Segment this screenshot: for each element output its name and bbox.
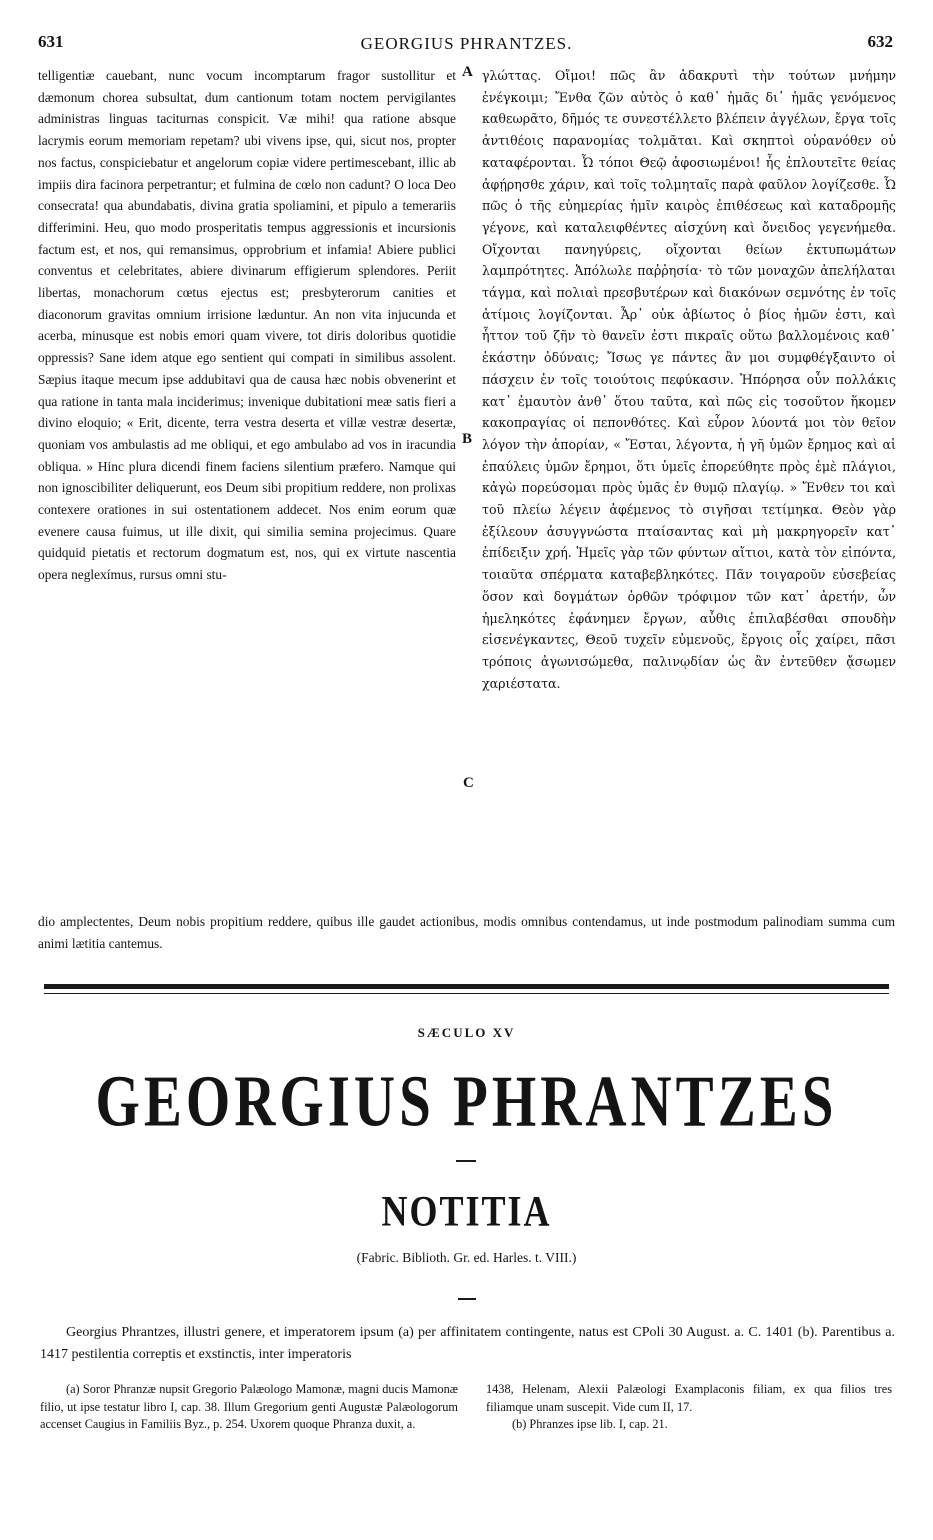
section-title: GEORGIUS PHRANTZES	[95, 1061, 838, 1142]
page-header	[0, 32, 933, 56]
footnote-right	[486, 1381, 892, 1434]
margin-marker-a: A	[462, 64, 473, 80]
footnote-a-text: (a) Soror Phranzæ nupsit Gregorio Palæologo Mamonæ, magni ducis Mamonæ filio, ut ipse testatur libro I, cap. 38. Illum Gregorium genti Augustæ Palæologorum accenset Caugius in Familiis Byz., p. 254. Uxorem quoque Phranza duxit, a.	[40, 1382, 458, 1432]
latin-column	[38, 65, 456, 916]
saeculum-label: SÆCULO XV	[417, 1025, 516, 1040]
margin-marker-c: C	[463, 775, 474, 791]
footnote-a-continuation: 1438, Helenam, Alexii Palæologi Examplaconis filiam, ex qua filios tres filiamque unam suscepit. Vide cum II, 17.	[486, 1382, 892, 1414]
subtitle-divider	[458, 1298, 476, 1300]
page-number-left: 631	[38, 32, 64, 51]
source-citation: (Fabric. Biblioth. Gr. ed. Harles. t. VIII.)	[356, 1250, 577, 1265]
section-subtitle: NOTITIA	[381, 1187, 552, 1236]
latin-text: telligentiæ cauebant, nunc vocum incomptarum fragor sustollitur et dæmonum chorea subsultat, dum cantionum totam noctem pervigilantes administras linguas taciturnas conspicit. Væ mihi! qua ratione absque lacrymis eorum memoriam repetam? ubi vivens ipse, qui, sicut nos, propter nos factus, conspiciebatur et angelorum copiæ videre pertimescebant, illic ab impiis dira facinora perpetrantur; et fulmina de cœlo non cadunt? O loca Deo consecrata! qua abundabatis, divina gratia spoliamini, et pipulo a temerariis differimini. Heu, quo modo prosperitatis tempus aggressionis et incursionis factum est, et nos, qui remansimus, opprobrium et infamia! Abiere publici conventus et celebritates, abiere divinarum effigierum splendores. Periit libertas, monachorum cœtus ejectus est; presbyterorum canities et diaconorum gravitas omnium irrisione læduntur. An non vita injucunda et acerba, minusque est nobis emori quam vivere, tot diris doloribus quotidie oppressis? Sane idem atque ego sentient qui compati in similibus assolent. Sæpius itaque mecum ipse addubitavi qua de causa hæc nobis obvenerint et qua ratione in tanta mala inciderimus; invenique dubitationi meæ satis fieri a divino eloquio; « Erit, dicente, terra vestra deserta et villæ vestræ desertæ, quoniam vos ambulastis ad me obliqui, et ego ambulabo ad vos in iracundia obliqua. » Hinc plura dicendi finem faciens silentium præfero. Namque qui non ignoscibiliter deliquerunt, eos Deum sibi propitium reddere, non prolixas contexere orationes in sui ostentationem addecet. Nos enim eorum quæ evenere causa fuimus, ut ille dixit, qui similia semina projecimus. Quare quidquid pietatis et rectorum dogmatum est, nos, qui ex virtute nascentia opera neglexímus, rursus omni stu-	[38, 68, 456, 583]
section-rule-thin	[44, 993, 889, 994]
running-title: GEORGIUS PHRANTZES.	[360, 34, 573, 53]
title-divider	[456, 1160, 476, 1162]
margin-marker-b: B	[462, 431, 473, 447]
continuation-paragraph	[38, 911, 895, 954]
section-rule-thick	[44, 984, 889, 989]
greek-column	[482, 65, 896, 916]
greek-text: γλώττας. Οἴμοι! πῶς ἂν ἀδακρυτὶ τὴν τούτων μνήμην ἐνέγκοιμι; Ἔνθα ζῶν αὐτὸς ὁ καθ᾽ ἡμᾶς δι᾽ ἡμᾶς γενόμενος καθεωρᾶτο, δῆμός τε συνεστέλλετο βλέπειν ἀγγέλων, ἔργα τοῖς ἀντιθέοις παρανομίας τολμᾶται. Καὶ σκηπτοὶ οὐρανόθεν οὐ καταφέρονται. Ὦ τόποι Θεῷ ἀφοσιωμένοι! ἧς ἐπλουτεῖτε θείας ἀφῄρησθε χάριν, καὶ τοῖς τολμηταῖς παρὰ φαῦλον λογίζεσθε. Ὦ πῶς ὁ τῆς εὐημερίας ἡμῖν καιρὸς ἐπιθέσεως καὶ καταδρομῆς γέγονε, καὶ καταλειφθέντες αἰσχύνη καὶ ὄνειδος γεγενήμεθα. Οἴχονται πανηγύρεις, οἴχονται θείων ἐκτυπωμάτων λαμπρότητες. Ἀπόλωλε παῤῥησία· τὸ τῶν μοναχῶν ἀπελήλαται τάγμα, καὶ πολιαὶ πρεσβυτέρων καὶ διακόνων σεμνότης ἐν τοῖς ἀτίμοις λογίζονται. Ἆρ᾽ οὐκ ἀβίωτος ὁ βίος ἡμῶν ἐστι, καὶ ἧττον τοῦ ζῆν τὸ θανεῖν ἐστι πικραῖς οὕτω βαλλομένοις καθ᾽ ἑκάστην ὀδύναις; Ἴσως γε πάντες ἂν μοι συμφθέγξαιντο οἱ πάσχειν ἐν τοῖς τοιούτοις πεφύκασιν. Ἠπόρησα οὖν πολλάκις κατ᾽ ἐμαυτὸν ἀνθ᾽ ὅτου ταῦτα, καὶ πῶς εἰς τοσοῦτον ἥκομεν κακοπραγίας οἱ πεπονθότες. Καὶ εὗρον λύοντά μοι τὸν θεῖον λόγον τὴν ἀπορίαν, « Ἔσται, λέγοντα, ἡ γῆ ὑμῶν ἔρημος καὶ αἱ ἐπαύλεις ὑμῶν ἔρημοι, ὅτι ὑμεῖς ἐπορεύθητε πρὸς ἐμὲ πλάγιοι, κἀγὼ πορεύσομαι πρὸς ὑμᾶς ἐν θυμῷ πλαγίῳ. » Ἔνθεν τοι καὶ τοῦ πλείω λέγειν ἀφέμενος τὸ σιγῆσαι τετίμηκα. Θεὸν γὰρ ἐξίλεουν ἀσυγγνώστα πταίσαντας καὶ μὴ μακρηγορεῖν κατ᾽ ἐπίδειξιν χρή. Ἡμεῖς γὰρ τῶν φύντων αἴτιοι, κατὰ τὸν εἰπόντα, τοιαῦτα σπέρματα καταβεβληκότες. Πᾶν τοιγαροῦν εὐσεβείας ὅσον καὶ δογμάτων ὀρθῶν τρόφιμον τῶν κατ᾽ ἀρετήν, ὧν ἠμεληκότες ἐφάνημεν ἔργων, αὖθις ἐπιλαβέσθαι σπουδὴν εἰσενέγκαντες, Θεοῦ τυχεῖν εὐμενοῦς, ἔργοις οἷς χαίρει, πᾶσι τρόποις ἀγωνισώμεθα, παλινῳδίαν ὡς ἂν ἐντεῦθεν ᾄσωμεν χαριέστατα.	[482, 68, 896, 691]
page-number-right: 632	[867, 32, 893, 51]
footnote-left	[40, 1381, 458, 1434]
continuation-text: dio amplectentes, Deum nobis propitium reddere, quibus ille gaudet actionibus, modis omnibus contendamus, ut inde postmodum palinodiam summa cum animi lætitia cantemus.	[38, 914, 895, 951]
footnote-b-text: (b) Phranzes ipse lib. I, cap. 21.	[512, 1417, 668, 1432]
intro-paragraph: Georgius Phrantzes, illustri genere, et imperatorem ipsum (a) per affinitatem contingente, natus est CPoli 30 August. a. C. 1401 (b). Parentibus a. 1417 pestilentia correptis et exstinctis, inter imperatoris	[40, 1325, 895, 1362]
